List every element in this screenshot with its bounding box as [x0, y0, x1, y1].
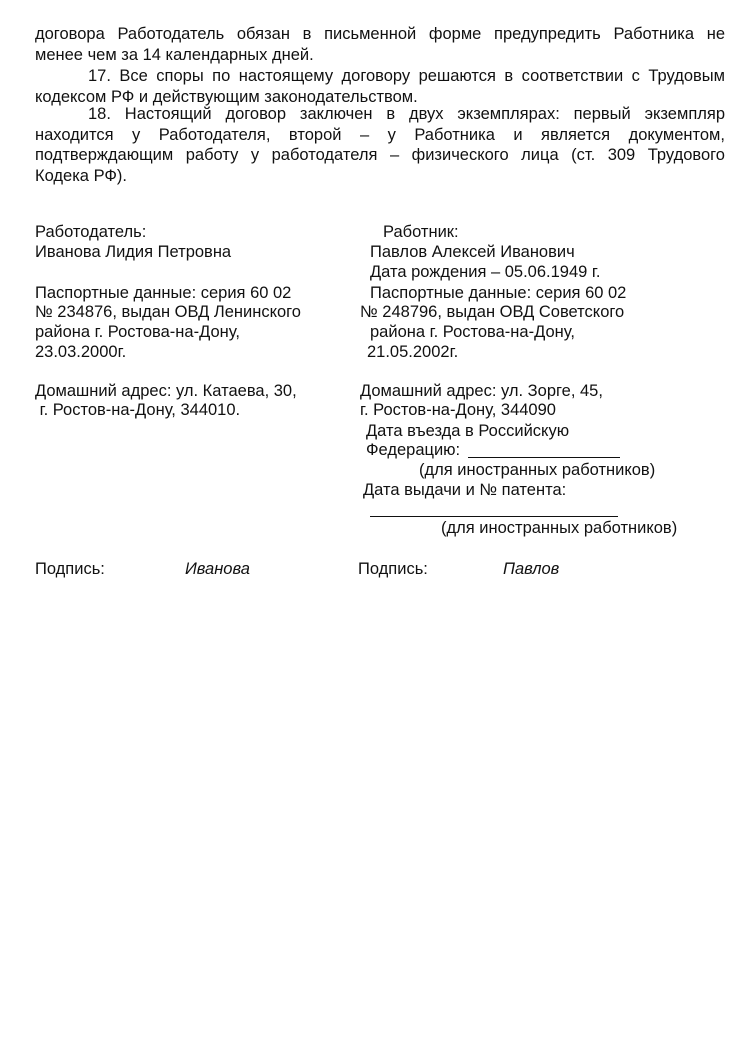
clause-18: [35, 104, 725, 186]
employee-passport-line-4: 21.05.2002г.: [367, 343, 459, 361]
clause-18-line-1: 18. Настоящий договор заключен в двух экземплярах: первый экземпляр: [88, 105, 725, 123]
employee-passport-line-1: Паспортные данные: серия 60 02: [370, 284, 627, 302]
employee-entry-date-line-1: Дата въезда в Российскую: [366, 422, 570, 440]
employer-passport-line-2: № 234876, выдан ОВД Ленинского: [35, 303, 301, 321]
employer-heading: Работодатель:: [35, 223, 147, 241]
clause-18-line-4: Кодека РФ).: [35, 166, 128, 185]
employer-signature: Иванова: [185, 560, 250, 578]
employee-passport-line-3: района г. Ростова-на-Дону,: [370, 323, 575, 341]
patent-blank-line: [370, 516, 618, 517]
employee-address-line-2: г. Ростов-на-Дону, 344090: [360, 401, 556, 419]
entry-date-blank-line: [468, 457, 620, 458]
employer-passport-line-1: Паспортные данные: серия 60 02: [35, 284, 292, 302]
employee-signature: Павлов: [503, 560, 560, 578]
employee-entry-date-line-2: Федерацию:: [366, 441, 461, 459]
employee-patent-note: (для иностранных работников): [441, 519, 678, 537]
clause-17-line-2: кодексом РФ и действующим законодательством.: [35, 87, 418, 106]
clause-16-tail: [35, 24, 725, 65]
employee-signature-label: Подпись:: [358, 560, 428, 578]
employee-birth-date: Дата рождения – 05.06.1949 г.: [370, 263, 601, 281]
employer-address-line-2: г. Ростов-на-Дону, 344010.: [35, 401, 241, 419]
employee-entry-date-note: (для иностранных работников): [419, 461, 656, 479]
employer-passport-line-4: 23.03.2000г.: [35, 343, 127, 361]
employee-patent-label: Дата выдачи и № патента:: [363, 481, 567, 499]
employer-passport-line-3: района г. Ростова-на-Дону,: [35, 323, 240, 341]
employee-heading: Работник:: [383, 223, 459, 241]
employer-signature-label: Подпись:: [35, 560, 105, 578]
employee-address-line-1: Домашний адрес: ул. Зорге, 45,: [360, 382, 603, 400]
employer-address-line-1: Домашний адрес: ул. Катаева, 30,: [35, 382, 297, 400]
clause-18-line-2: находится у Работодателя, второй – у Работника и является документом,: [35, 125, 725, 144]
clause-17-line-1: 17. Все споры по настоящему договору решаются в соответствии с Трудовым: [88, 67, 725, 85]
employer-name: Иванова Лидия Петровна: [35, 243, 232, 261]
employee-name: Павлов Алексей Иванович: [370, 243, 575, 261]
clause-16-line-1: договора Работодатель обязан в письменной форме предупредить Работника не: [35, 25, 725, 43]
clause-17: [35, 66, 725, 107]
employee-passport-line-2: № 248796, выдан ОВД Советского: [360, 303, 625, 321]
clause-18-line-3: подтверждающим работу у работодателя – физического лица (ст. 309 Трудового: [35, 146, 725, 164]
clause-16-line-2: менее чем за 14 календарных дней.: [35, 45, 314, 64]
